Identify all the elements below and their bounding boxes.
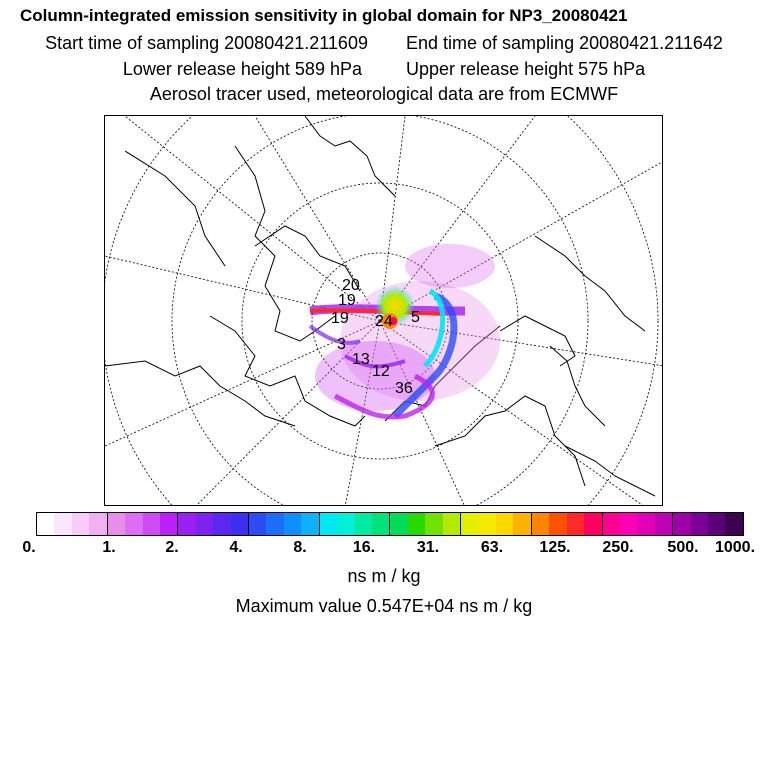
colorbar-segment bbox=[389, 513, 407, 535]
start-time-label: Start time of sampling 20080421.211609 bbox=[45, 33, 368, 53]
map-panel bbox=[104, 115, 663, 506]
upper-release-label: Upper release height 575 hPa bbox=[406, 59, 646, 79]
day-label: 24 bbox=[375, 313, 393, 330]
colorbar-segment bbox=[213, 513, 230, 535]
tick-label: 4. bbox=[229, 539, 243, 556]
tick-label: 31. bbox=[416, 539, 440, 556]
tick-label: 0. bbox=[22, 539, 36, 556]
colorbar-units: ns m / kg bbox=[347, 566, 421, 586]
colorbar-segment bbox=[284, 513, 301, 535]
tick-label: 8. bbox=[293, 539, 307, 556]
aerosol-info: Aerosol tracer used, meteorological data are from ECMWF bbox=[149, 84, 619, 104]
colorbar-segment bbox=[443, 513, 460, 535]
day-label: 20 bbox=[342, 277, 360, 294]
colorbar bbox=[36, 512, 744, 536]
colorbar-segment bbox=[160, 513, 177, 535]
day-label: 19 bbox=[338, 292, 356, 309]
maximum-value: Maximum value 0.547E+04 ns m / kg bbox=[235, 596, 533, 616]
day-label: 12 bbox=[372, 363, 390, 380]
colorbar-segment bbox=[89, 513, 106, 535]
tick-label: 250. bbox=[602, 539, 634, 556]
colorbar-segment bbox=[425, 513, 442, 535]
colorbar-segment bbox=[125, 513, 142, 535]
colorbar-segment bbox=[637, 513, 654, 535]
colorbar-segment bbox=[496, 513, 513, 535]
colorbar-segment bbox=[408, 513, 425, 535]
colorbar-segment bbox=[567, 513, 584, 535]
colorbar-segment bbox=[248, 513, 266, 535]
tick-label: 63. bbox=[480, 539, 504, 556]
colorbar-segment bbox=[301, 513, 318, 535]
colorbar-segment bbox=[708, 513, 725, 535]
colorbar-segment bbox=[460, 513, 478, 535]
polar-map bbox=[105, 116, 663, 506]
colorbar-segment bbox=[319, 513, 337, 535]
colorbar-segment bbox=[531, 513, 549, 535]
day-label: 19 bbox=[331, 310, 349, 327]
lower-release-label: Lower release height 589 hPa bbox=[122, 59, 362, 79]
colorbar-segment bbox=[177, 513, 195, 535]
day-label: 5 bbox=[411, 309, 420, 326]
colorbar-segment bbox=[337, 513, 354, 535]
colorbar-segment bbox=[479, 513, 496, 535]
colorbar-segment bbox=[266, 513, 283, 535]
day-label: 3 bbox=[337, 336, 346, 353]
tick-label: 500. bbox=[667, 539, 699, 556]
release-heights bbox=[0, 59, 768, 80]
colorbar-segment bbox=[691, 513, 708, 535]
colorbar-segment bbox=[72, 513, 89, 535]
tick-label: 1000. bbox=[714, 539, 756, 556]
colorbar-segment bbox=[143, 513, 160, 535]
colorbar-segment bbox=[602, 513, 620, 535]
tick-label: 2. bbox=[165, 539, 179, 556]
colorbar-segment bbox=[584, 513, 601, 535]
tick-label: 16. bbox=[352, 539, 376, 556]
tick-label: 125. bbox=[539, 539, 571, 556]
colorbar-segment bbox=[196, 513, 213, 535]
colorbar-segment bbox=[655, 513, 672, 535]
day-label: 13 bbox=[352, 351, 370, 368]
map-title: Column-integrated emission sensitivity in global domain for NP3_20080421 bbox=[20, 6, 628, 25]
tick-label: 1. bbox=[102, 539, 116, 556]
colorbar-segment bbox=[513, 513, 530, 535]
colorbar-segment bbox=[355, 513, 372, 535]
colorbar-segment bbox=[620, 513, 637, 535]
colorbar-segment bbox=[672, 513, 690, 535]
colorbar-segment bbox=[37, 513, 54, 535]
day-label: 36 bbox=[395, 380, 413, 397]
colorbar-segment bbox=[725, 513, 742, 535]
colorbar-segment bbox=[54, 513, 71, 535]
colorbar-segment bbox=[107, 513, 125, 535]
colorbar-segment bbox=[372, 513, 389, 535]
end-time-label: End time of sampling 20080421.211642 bbox=[406, 33, 723, 53]
sampling-times bbox=[0, 33, 768, 54]
colorbar-segment bbox=[231, 513, 248, 535]
colorbar-segment bbox=[549, 513, 566, 535]
